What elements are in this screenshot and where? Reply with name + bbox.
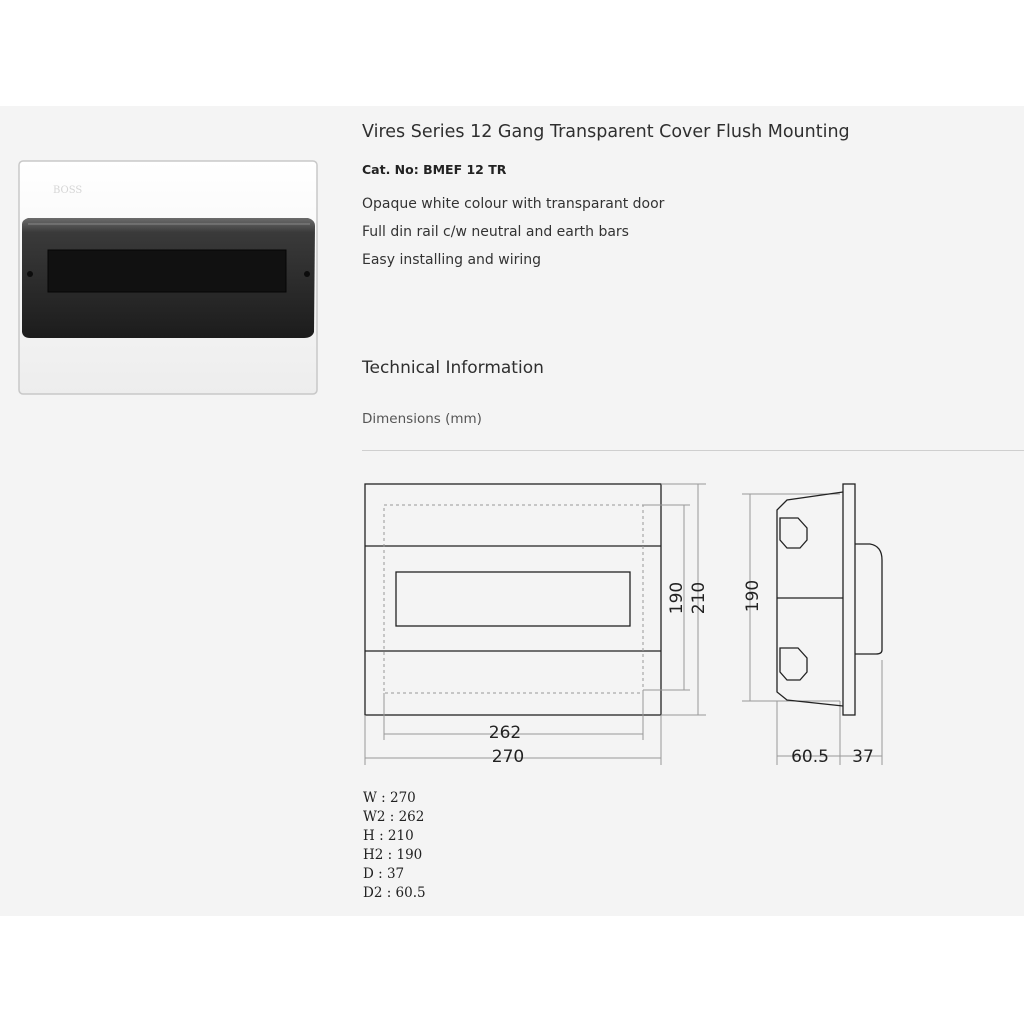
feature-item: Easy installing and wiring — [362, 252, 541, 268]
product-title: Vires Series 12 Gang Transparent Cover Flush Mounting — [362, 122, 850, 142]
side-view — [777, 484, 882, 715]
spec-item: D : 37 — [363, 866, 405, 882]
feature-item: Full din rail c/w neutral and earth bars — [362, 224, 629, 240]
dim-height-outer: 210 — [689, 581, 709, 615]
dim-depth-cover: 37 — [852, 747, 874, 767]
feature-list — [362, 194, 664, 278]
brand-logo: BOSS — [53, 185, 83, 196]
spec-list — [363, 789, 426, 903]
feature-item: Opaque white colour with transparant door — [362, 196, 665, 212]
front-view-outline — [365, 484, 661, 715]
dim-height-inner: 190 — [667, 581, 687, 615]
dimensions-label: Dimensions (mm) — [362, 411, 482, 427]
spec-item: D2 : 60.5 — [363, 885, 426, 901]
dim-width-outer: 270 — [491, 747, 525, 767]
product-image — [18, 160, 318, 395]
catalog-number: Cat. No: BMEF 12 TR — [362, 162, 507, 177]
dim-width-inner: 262 — [488, 723, 522, 743]
technical-heading: Technical Information — [362, 358, 544, 378]
spec-item: W : 270 — [363, 790, 416, 806]
divider — [362, 450, 1024, 451]
dim-depth-body: 60.5 — [791, 747, 829, 767]
dim-side-height: 190 — [743, 579, 763, 613]
spec-item: H2 : 190 — [363, 847, 423, 863]
front-view-window — [396, 572, 630, 626]
spec-item: H : 210 — [363, 828, 414, 844]
dimension-drawing — [340, 470, 900, 774]
spec-item: W2 : 262 — [363, 809, 425, 825]
